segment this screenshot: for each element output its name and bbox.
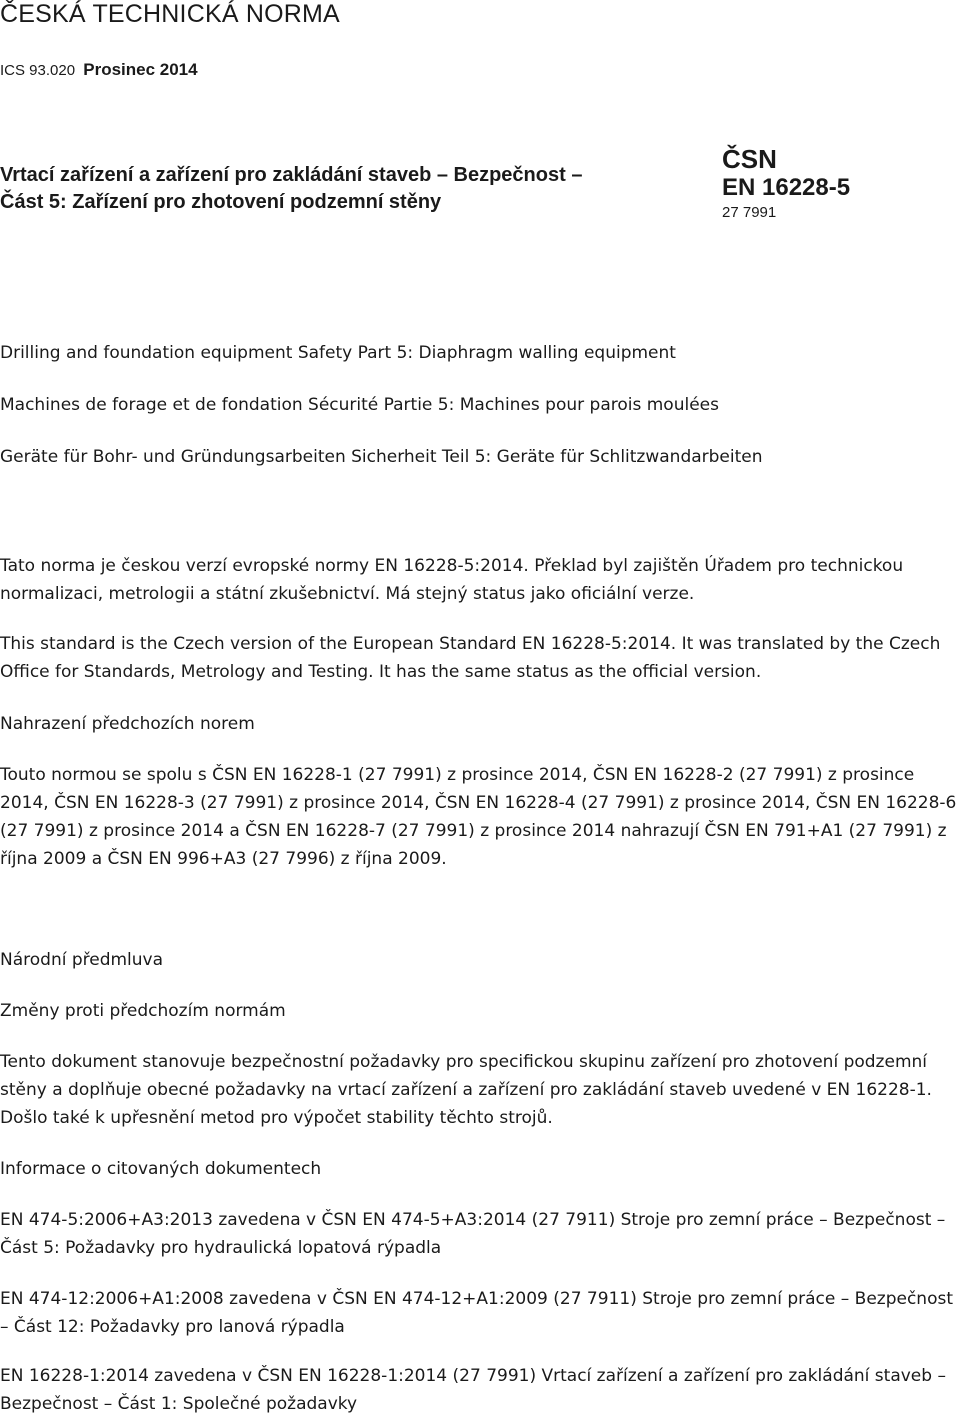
changes-text: Tento dokument stanovuje bezpečnostní požadavky pro specifickou skupinu zařízení pro zhotovení podzemní stěny a doplňuje obecné požadavky na vrtací zařízení a zařízení pro zakládání staveb uvedené v EN 16228-1. Došlo také k upřesnění metod pro výpočet stability těchto strojů.	[0, 1052, 932, 1128]
changes-heading: Změny proti předchozím normám	[0, 1001, 286, 1021]
standard-number: EN 16228-5	[722, 174, 851, 201]
cited-documents-heading: Informace o citovaných dokumentech	[0, 1159, 322, 1179]
national-foreword-heading: Národní předmluva	[0, 950, 164, 970]
czech-version-notice: Tato norma je českou verzí evropské normy EN 16228-5:2014. Překlad byl zajištěn Úřadem pro technickou normalizaci, metrologii a státní zkušebnictví. Má stejný status jako oficiální verze.	[0, 556, 904, 604]
document-title-line-2: Část 5: Zařízení pro zhotovení podzemní stěny	[0, 191, 442, 213]
cited-document-2: EN 474-12:2006+A1:2008 zavedena v ČSN EN 474-12+A1:2009 (27 7911) Stroje pro zemní práce – Bezpečnost – Část 12: Požadavky pro lanová rýpadla	[0, 1289, 953, 1337]
classification-code: 27 7991	[722, 204, 777, 221]
ics-line	[0, 60, 198, 80]
replacement-text: Touto normou se spolu s ČSN EN 16228-1 (27 7991) z prosince 2014, ČSN EN 16228-2 (27 7991) z prosince 2014, ČSN EN 16228-3 (27 7991) z prosince 2014, ČSN EN 16228-4 (27 7991) z prosince 2014, ČSN EN 16228-6 (27 7991) z prosince 2014 a ČSN EN 16228-7 (27 7991) z prosince 2014 nahrazují ČSN EN 791+A1 (27 7991) z října 2009 a ČSN EN 996+A3 (27 7996) z října 2009.	[0, 765, 957, 869]
english-title: Drilling and foundation equipment Safety Part 5: Diaphragm walling equipment	[0, 343, 676, 363]
replacement-heading: Nahrazení předchozích norem	[0, 714, 255, 734]
standard-prefix: ČSN	[722, 144, 777, 174]
standard-designation	[722, 145, 850, 221]
cited-document-3: EN 16228-1:2014 zavedena v ČSN EN 16228-1:2014 (27 7991) Vrtací zařízení a zařízení pro zakládání staveb – Bezpečnost – Část 1: Společné požadavky	[0, 1366, 946, 1414]
document-type-title: ČESKÁ TECHNICKÁ NORMA	[0, 0, 340, 28]
document-title-line-1: Vrtací zařízení a zařízení pro zakládání staveb – Bezpečnost –	[0, 164, 583, 186]
ics-code: ICS 93.020	[0, 62, 76, 79]
french-title: Machines de forage et de fondation Sécurité Partie 5: Machines pour parois moulées	[0, 395, 719, 415]
issue-date: Prosinec 2014	[83, 60, 198, 79]
german-title: Geräte für Bohr- und Gründungsarbeiten Sicherheit Teil 5: Geräte für Schlitzwandarbeiten	[0, 447, 763, 467]
english-version-notice: This standard is the Czech version of the European Standard EN 16228-5:2014. It was translated by the Czech Office for Standards, Metrology and Testing. It has the same status as the official version.	[0, 634, 941, 682]
document-title	[0, 162, 700, 216]
cited-document-1: EN 474-5:2006+A3:2013 zavedena v ČSN EN 474-5+A3:2014 (27 7911) Stroje pro zemní práce – Bezpečnost – Část 5: Požadavky pro hydraulická lopatová rýpadla	[0, 1210, 946, 1258]
